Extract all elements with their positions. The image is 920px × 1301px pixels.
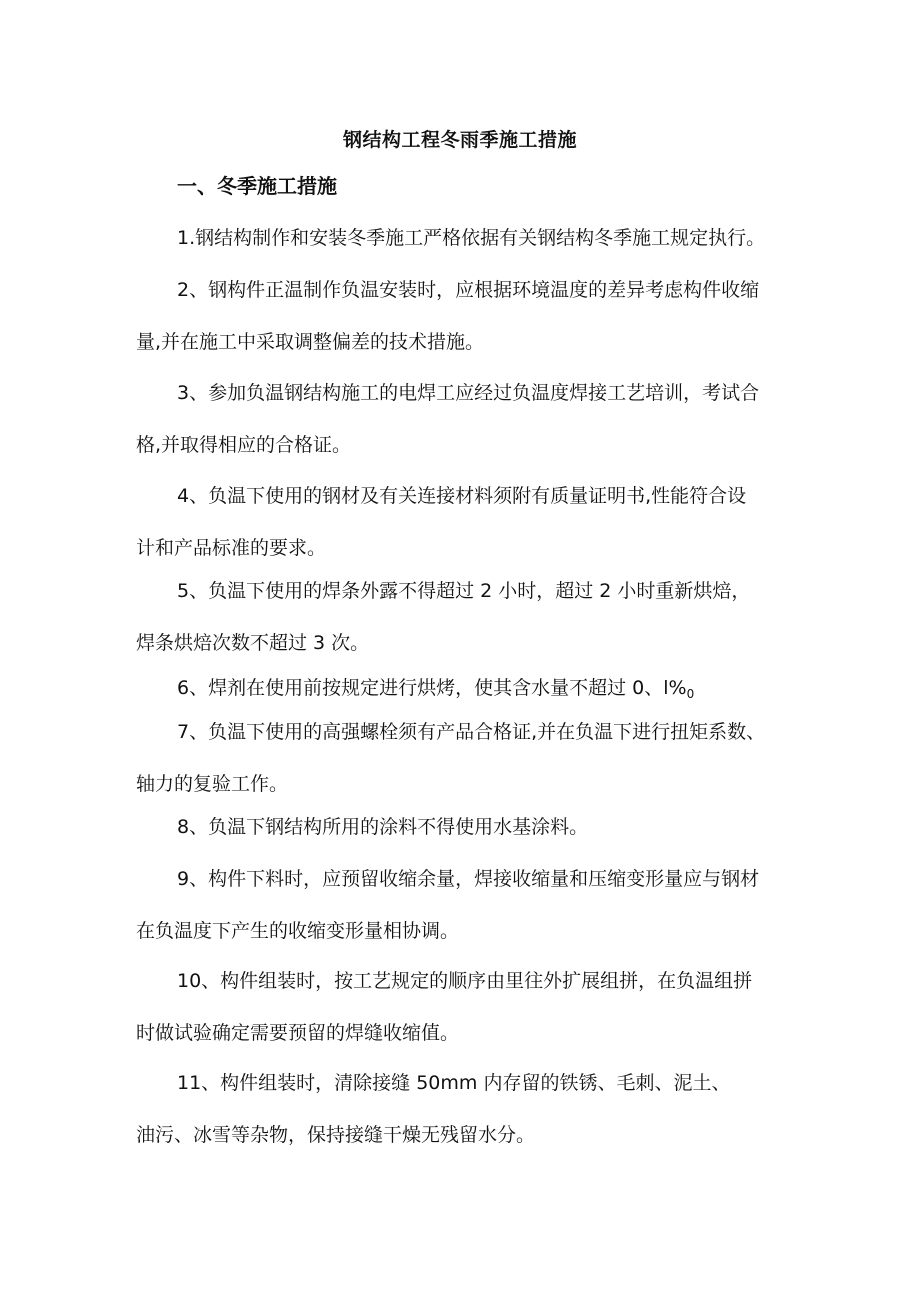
document-title: 钢结构工程冬雨季施工措施 xyxy=(342,129,577,151)
paragraph-line: 1.钢结构制作和安装冬季施工严格依据有关钢结构冬季施工规定执行。 xyxy=(177,227,766,249)
paragraph-line: 10、构件组装时，按工艺规定的顺序由里往外扩展组拼，在负温组拼 xyxy=(177,970,753,992)
section-heading: 一、冬季施工措施 xyxy=(177,174,337,198)
paragraph-line: 轴力的复验工作。 xyxy=(136,773,289,795)
paragraph-11 xyxy=(136,1057,796,1161)
paragraph-line: 格,并取得相应的合格证。 xyxy=(136,434,352,456)
paragraph-line: 焊条烘焙次数不超过 3 次。 xyxy=(136,632,370,654)
paragraph-line: 4、负温下使用的钢材及有关连接材料须附有质量证明书,性能符合设 xyxy=(177,485,747,507)
subscript-text: 0 xyxy=(686,687,695,701)
paragraph-line: 在负温度下产生的收缩变形量相协调。 xyxy=(136,920,460,942)
paragraph-line: 8、负温下钢结构所用的涂料不得使用水基涂料。 xyxy=(177,816,589,838)
paragraph-4 xyxy=(136,470,796,574)
paragraph-line: 7、负温下使用的高强螺栓须有产品合格证,并在负温下进行扭矩系数、 xyxy=(177,721,766,743)
paragraph-2 xyxy=(136,264,796,368)
paragraph-3 xyxy=(136,367,796,471)
paragraph-line: 9、构件下料时，应预留收缩余量，焊接收缩量和压缩变形量应与钢材 xyxy=(177,868,760,890)
paragraph-7 xyxy=(136,706,796,810)
paragraph-line: 5、负温下使用的焊条外露不得超过 2 小时，超过 2 小时重新烘焙， xyxy=(177,580,751,602)
paragraph-line: 2、钢构件正温制作负温安装时，应根据环境温度的差异考虑构件收缩 xyxy=(177,279,760,301)
paragraph-8 xyxy=(136,801,796,853)
paragraph-9 xyxy=(136,853,796,957)
paragraph-5 xyxy=(136,565,796,669)
paragraph-1 xyxy=(136,212,796,264)
paragraph-line: 3、参加负温钢结构施工的电焊工应经过负温度焊接工艺培训，考试合 xyxy=(177,382,760,404)
paragraph-line: 计和产品标准的要求。 xyxy=(136,537,327,559)
paragraph-line: 11、构件组装时，清除接缝 50mm 内存留的铁锈、毛刺、泥土、 xyxy=(177,1072,731,1094)
paragraph-line: 油污、冰雪等杂物，保持接缝干燥无残留水分。 xyxy=(136,1124,536,1146)
paragraph-text: 6、焊剂在使用前按规定进行烘烤，使其含水量不超过 0、l% xyxy=(177,677,687,699)
paragraph-line: 时做试验确定需要预留的焊缝收缩值。 xyxy=(136,1022,460,1044)
paragraph-line: 量,并在施工中采取调整偏差的技术措施。 xyxy=(136,331,485,353)
paragraph-10 xyxy=(136,955,796,1059)
